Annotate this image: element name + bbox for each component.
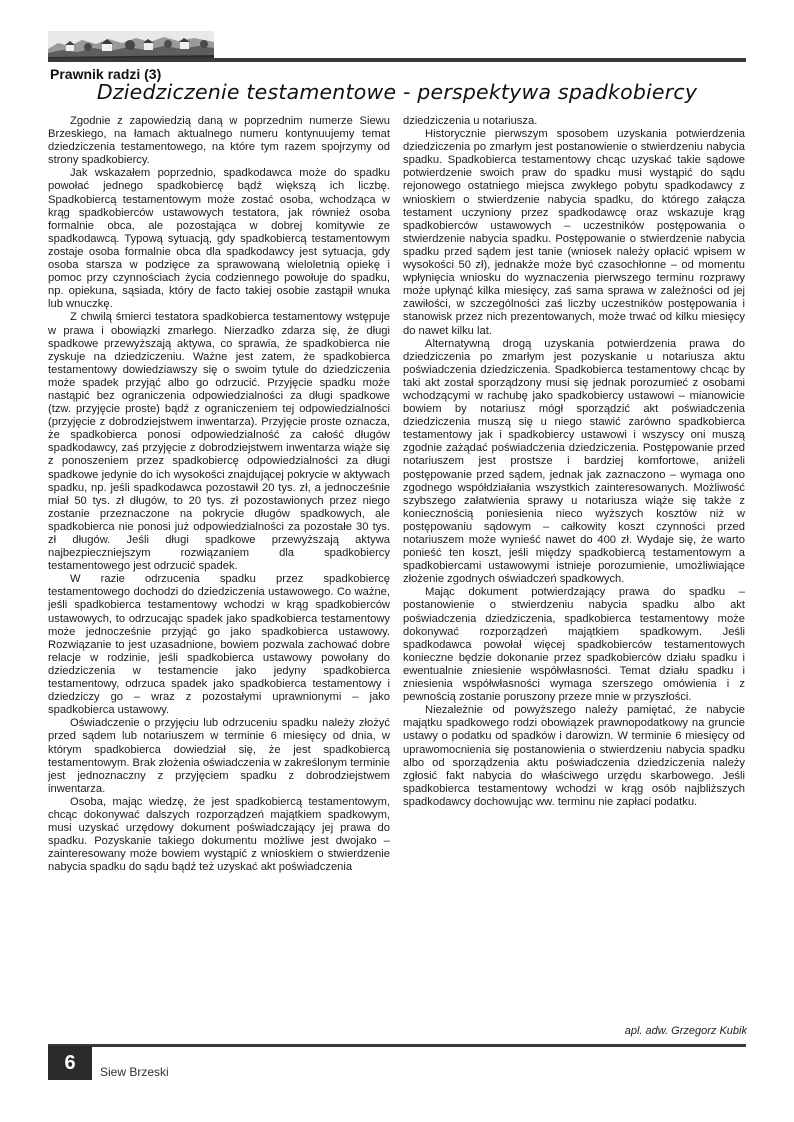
paragraph: Zgodnie z zapowiedzią daną w poprzednim numerze Siewu Brzeskiego, na łamach aktualnego numeru kontynuujemy temat dziedziczenia testamentowego, na które tym razem spojrzymy od strony spadkobiercy. (48, 115, 390, 167)
article-column-left (48, 115, 390, 874)
paragraph: Oświadczenie o przyjęciu lub odrzuceniu spadku należy złożyć przed sądem lub notariuszem w terminie 6 miesięcy od dnia, w którym spadkobierca dowiedział się, że jest spadkobiercą testamentowym. Brak złożenia oświadczenia w zakreślonym terminie jest jednoznaczny z przyjęciem spadku z dobrodziejstwem inwentarza. (48, 717, 390, 795)
paragraph: Niezależnie od powyższego należy pamiętać, że nabycie majątku spadkowego rodzi obowiązek prawnopodatkowy na gruncie ustawy o podatku od spadków i darowizn. W terminie 6 miesięcy od uprawomocnienia się postanowienia o stwierdzeniu nabycia spadku albo od sporządzenia aktu poświadczenia dziedziczenia należy zgłosić fakt nabycia do właściwego urzędu skarbowego. Jeśli spadkobierca testamentowy wchodzi w krąg osób najbliższych spadkodawcy dochowując ww. terminu nie zapłaci podatku. (403, 704, 745, 808)
article-title: Dziedziczenie testamentowe - perspektywa spadkobiercy (96, 80, 698, 104)
paragraph: Historycznie pierwszym sposobem uzyskania potwierdzenia dziedziczenia po zmarłym jest postanowienie o stwierdzeniu nabycia spadku. Spadkobierca testamentowy chcąc uzyskać takie sądowe potwierdzenie swoich praw do spadku musi wystąpić do sądu rejonowego ostatniego miejsca zwykłego pobytu spadkodawcy z wnioskiem o stwierdzenie nabycia spadku, do którego załącza testament uczyniony przez spadkodawcę oraz wskazuje krąg spadkobierców ustawowych – uczestników postępowania o stwierdzenie nabycia spadku. Postępowanie o stwierdzenie nabycia spadku przed sądem jest tanie (wniosek należy opłacić wpisem w wysokości 50 zł), jednakże może być czasochłonne – od momentu wpłynięcia wniosku do wyznaczenia pierwszego terminu rozprawy może upłynąć kilka miesięcy, zaś sama sprawa w zależności od jej zawiłości, w szczególności zaś liczby uczestników postępowania i stanowisk przez nich prezentowanych, może trwać od kilku miesięcy do nawet kilku lat. (403, 128, 745, 337)
article-column-right (403, 115, 745, 809)
paragraph: Z chwilą śmierci testatora spadkobierca testamentowy wstępuje w prawa i obowiązki zmarłego. Nierzadko zdarza się, że długi spadkowe przewyższają aktywa, co sprawia, że spadkobierca nie zyskuje na dziedziczeniu. Ważne jest zatem, że spadkobierca testamentowy dowiedziawszy się o swoim tytule do dziedziczenia może spadek przyjąć albo go odrzucić. Przyjęcie spadku może nastąpić bez ograniczenia odpowiedzialności za długi spadkowe (tzw. przyjęcie proste) bądź z ograniczeniem tej odpowiedzialności (przyjęcie z dobrodziejstwem inwentarza). Przyjęcie proste oznacza, że spadkobierca ponosi odpowiedzialność za całość długów spadkodawcy, zaś przyjęcie z dobrodziejstwem inwentarza wiąże się z ponoszeniem przez spadkobiercę odpowiedzialności za długi spadkowe jedynie do ich wysokości znajdującej pokrycie w aktywach spadku, np. jeśli spadkodawca pozostawił 20 tys. zł, a jednocześnie miał 50 tys. zł długów, to 20 tys. zł pozostawionych przez niego zostanie przeznaczone na pokrycie długów spadkowych, ale spadkobierca nie ponosi już odpowiedzialności za pozostałe 30 tys. zł długów. Jeśli długi spadkowe przewyższają aktywa najbezpieczniejszym rozwiązaniem dla spadkobiercy testamentowego jest odrzucić spadek. (48, 311, 390, 573)
village-landscape-image (48, 31, 214, 61)
section-kicker: Prawnik radzi (3) (50, 66, 162, 82)
header-photo-strip (48, 31, 214, 61)
publication-name: Siew Brzeski (100, 1065, 169, 1079)
paragraph: Jak wskazałem poprzednio, spadkodawca może do spadku powołać jednego spadkobiercę bądź większą ich liczbę. Spadkobiercą testamentowym może zostać osoba, wchodząca w krąg spadkobierców ustawowych testatora, jak również osoba formalnie obca, ale pozostająca w dobrej komitywie ze spadkodawcą. Typową sytuacją, gdy spadkobiercą testamentowym zostaje osoba formalnie obca dla spadkodawcy jest sytuacja, gdy osoba starsza w podzięce za sprawowaną wieloletnią opiekę i pomoc przy czynnościach życia codziennego powołuje do spadku, np. opiekuna, sąsiada, który de facto takiej osobie zastąpił wnuka lub wnuczkę. (48, 167, 390, 311)
header-divider (48, 58, 746, 62)
paragraph: Osoba, mając wiedzę, że jest spadkobiercą testamentowym, chcąc dokonywać dalszych rozporządzeń majątkiem spadkowym, musi uzyskać urzędowy dokument poświadczający jej prawa do spadku. Pozyskanie takiego dokumentu możliwe jest dwojako – zainteresowany może bowiem wystąpić z wnioskiem o stwierdzenie nabycia spadku do sądu bądź też uzyskać akt poświadczenia (48, 795, 390, 874)
paragraph: W razie odrzucenia spadku przez spadkobiercę testamentowego dochodzi do dziedziczenia ustawowego. Co ważne, jeśli spadkobierca testamentowy wchodzi w krąg spadkobierców ustawowych, to odrzucając spadek jako spadkobierca testamentowy może jednocześnie przyjąć go jako spadkobierca ustawowy. Rozwiązanie to jest uzasadnione, bowiem pozwala zachować dobre relacje w rodzinie, jeśli spadkobierca ustawowy powołany do dziedziczenia w testamencie jako jedyny spadkobierca testamentowy, odrzuca spadek jako spadkobierca testamentowy i dziedziczy go – wraz z pozostałymi uprawnionymi – jako spadkobierca ustawowy. (48, 573, 390, 717)
page-number: 6 (48, 1046, 92, 1080)
paragraph: Mając dokument potwierdzający prawa do spadku – postanowienie o stwierdzeniu nabycia spadku albo akt poświadczenia dziedziczenia, spadkobierca testamentowy może dokonywać rozporządzeń majątkiem spadkowym. Jeśli spadkodawca powołał więcej spadkobierców testamentowych konieczne będzie dokonanie przez spadkobierców działu spadku i ewentualnie zniesienie współwłasności. Temat działu spadku i zniesienia współwłasności wymaga szerszego omówienia i z pewnością zostanie poruszony przeze mnie w przyszłości. (403, 586, 745, 704)
paragraph-continuation: dziedziczenia u notariusza. (403, 115, 538, 127)
author-signature: apl. adw. Grzegorz Kubik (624, 1025, 747, 1037)
footer-divider (48, 1044, 746, 1047)
paragraph: Alternatywną drogą uzyskania potwierdzenia prawa do dziedziczenia po zmarłym jest pozyskanie u notariusza aktu poświadczenia dziedziczenia. Spadkobierca testamentowy chcąc by taki akt został sporządzony musi się jednak porozumieć z osobami wchodzącymi w rachubę jako spadkobiercy ustawowi – mianowicie bowiem by notariusz mógł sporządzić akt poświadczenia dziedziczenia muszą się u niego stawić zarówno spadkobierca testamentowy jak i spadkobiercy ustawowi i wszyscy oni muszą zgodnie zażądać poświadczenia dziedziczenia. Postępowanie przed notariuszem jest prostsze i bardziej komfortowe, aniżeli postępowanie przed sądem, jednak jak zaznaczono – wymaga ono zgodnego współdziałania wszystkich zainteresowanych. Możliwość szybszego załatwienia sprawy u notariusza wiąże się także z koniecznością poniesienia nieco wyższych kosztów niż w postępowaniu sądowym – całkowity koszt czynności przed notariuszem może wynieść nawet do 400 zł. Wydaje się, że warto ponieść ten koszt, jeśli między spadkobiercą testamentowym a spadkobiercami ustawowymi istnieje porozumienie, umożliwiające złożenie zgodnych oświadczeń spadkowych. (403, 337, 745, 586)
